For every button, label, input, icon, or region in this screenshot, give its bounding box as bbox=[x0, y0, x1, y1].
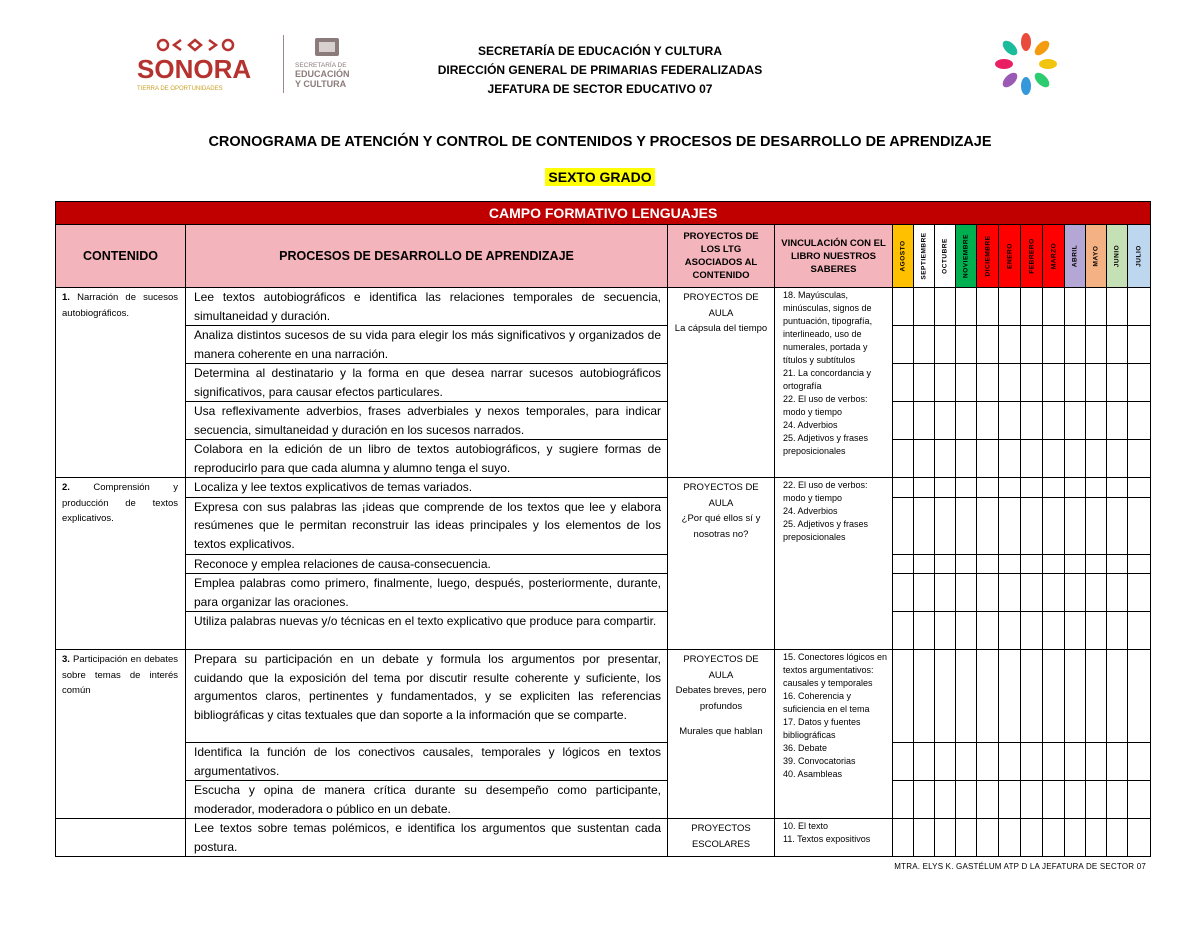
month-check-cell[interactable] bbox=[977, 650, 999, 743]
month-check-cell[interactable] bbox=[935, 612, 956, 650]
vinculacion-item: 22. El uso de verbos: modo y tiempo bbox=[783, 480, 868, 503]
vinculacion-item: 10. El texto bbox=[783, 821, 829, 831]
month-check-cell[interactable] bbox=[1086, 497, 1107, 554]
month-check-cell[interactable] bbox=[1107, 554, 1128, 574]
month-check-cell[interactable] bbox=[956, 478, 977, 498]
month-check-cell[interactable] bbox=[1128, 288, 1151, 326]
vinculacion-cell bbox=[775, 288, 893, 478]
month-check-cell[interactable] bbox=[893, 554, 914, 574]
month-label: ENERO bbox=[1006, 243, 1013, 269]
month-check-cell[interactable] bbox=[1107, 288, 1128, 326]
month-check-cell[interactable] bbox=[977, 402, 999, 440]
month-check-cell[interactable] bbox=[1065, 402, 1086, 440]
secretaria-line2: EDUCACIÓN bbox=[295, 69, 350, 79]
month-check-cell[interactable] bbox=[956, 781, 977, 819]
month-check-cell[interactable] bbox=[1086, 574, 1107, 612]
month-check-cell[interactable] bbox=[893, 440, 914, 478]
month-check-cell[interactable] bbox=[956, 743, 977, 781]
month-check-cell[interactable] bbox=[1021, 288, 1043, 326]
month-check-cell[interactable] bbox=[935, 326, 956, 364]
month-check-cell[interactable] bbox=[1128, 440, 1151, 478]
month-check-cell[interactable] bbox=[1043, 326, 1065, 364]
month-check-cell[interactable] bbox=[1065, 288, 1086, 326]
month-check-cell[interactable] bbox=[956, 497, 977, 554]
month-check-cell[interactable] bbox=[893, 650, 914, 743]
proyecto-cell bbox=[668, 478, 775, 650]
proceso-cell: Lee textos autobiográficos e identifica las relaciones temporales de secuencia, simultaneidad y duración. bbox=[186, 288, 668, 326]
month-check-cell[interactable] bbox=[893, 288, 914, 326]
month-check-cell[interactable] bbox=[999, 402, 1021, 440]
contenido-text: Participación en debates sobre temas de interés común bbox=[62, 654, 179, 696]
month-check-cell[interactable] bbox=[893, 743, 914, 781]
proyecto-line: PROYECTOS DE AULA bbox=[683, 292, 759, 319]
month-check-cell[interactable] bbox=[935, 650, 956, 743]
month-check-cell[interactable] bbox=[893, 819, 914, 857]
month-check-cell[interactable] bbox=[914, 497, 935, 554]
proceso-cell: Reconoce y emplea relaciones de causa-consecuencia. bbox=[186, 554, 668, 574]
vinculacion-item: 11. Textos expositivos bbox=[783, 834, 871, 844]
month-check-cell[interactable] bbox=[977, 554, 999, 574]
month-check-cell[interactable] bbox=[893, 781, 914, 819]
month-label: MARZO bbox=[1050, 242, 1057, 270]
vinculacion-item: 25. Adjetivos y frases preposicionales bbox=[783, 519, 869, 542]
month-check-cell[interactable] bbox=[956, 326, 977, 364]
month-header bbox=[914, 225, 935, 288]
month-check-cell[interactable] bbox=[914, 326, 935, 364]
vinculacion-item: 16. Coherencia y suficiencia en el tema bbox=[783, 691, 870, 714]
month-check-cell[interactable] bbox=[1065, 819, 1086, 857]
process-row bbox=[56, 402, 1151, 440]
month-check-cell[interactable] bbox=[935, 781, 956, 819]
proyecto-cell bbox=[668, 650, 775, 819]
month-check-cell[interactable] bbox=[935, 574, 956, 612]
contenido-text: Comprensión y producción de textos explicativos. bbox=[62, 482, 178, 524]
proceso-cell: Escucha y opina de manera crítica durante su desempeño como participante, moderador, moderadora o público en un debate. bbox=[186, 781, 668, 819]
header-line-1: SECRETARÍA DE EDUCACIÓN Y CULTURA bbox=[477, 44, 722, 58]
month-check-cell[interactable] bbox=[999, 650, 1021, 743]
month-check-cell[interactable] bbox=[1107, 364, 1128, 402]
month-check-cell[interactable] bbox=[1065, 650, 1086, 743]
month-header bbox=[1021, 225, 1043, 288]
header-line-3: JEFATURA DE SECTOR EDUCATIVO 07 bbox=[487, 82, 713, 96]
contenido-cell bbox=[56, 650, 186, 819]
month-check-cell[interactable] bbox=[893, 497, 914, 554]
month-check-cell[interactable] bbox=[914, 650, 935, 743]
month-check-cell[interactable] bbox=[1086, 612, 1107, 650]
month-label: FEBRERO bbox=[1028, 238, 1035, 274]
month-check-cell[interactable] bbox=[1021, 743, 1043, 781]
month-check-cell[interactable] bbox=[893, 574, 914, 612]
month-check-cell[interactable] bbox=[1043, 554, 1065, 574]
month-header bbox=[1128, 225, 1151, 288]
month-check-cell[interactable] bbox=[1128, 402, 1151, 440]
month-header bbox=[1086, 225, 1107, 288]
proyecto-line: PROYECTOS DE AULA bbox=[683, 482, 759, 509]
institution-header bbox=[0, 42, 1200, 99]
contenido-number: 2. bbox=[62, 482, 70, 493]
month-check-cell[interactable] bbox=[1021, 554, 1043, 574]
vinculacion-item: 22. El uso de verbos: modo y tiempo bbox=[783, 394, 868, 417]
process-row bbox=[56, 554, 1151, 574]
month-check-cell[interactable] bbox=[893, 478, 914, 498]
month-check-cell[interactable] bbox=[956, 650, 977, 743]
month-check-cell[interactable] bbox=[1065, 612, 1086, 650]
month-check-cell[interactable] bbox=[956, 402, 977, 440]
month-header bbox=[956, 225, 977, 288]
header-line-2: DIRECCIÓN GENERAL DE PRIMARIAS FEDERALIZADAS bbox=[437, 63, 763, 77]
month-label: JUNIO bbox=[1113, 244, 1121, 268]
month-label: OCTUBRE bbox=[941, 238, 949, 274]
col-contenido: CONTENIDO bbox=[56, 225, 186, 288]
month-header bbox=[1065, 225, 1086, 288]
month-check-cell[interactable] bbox=[1128, 554, 1151, 574]
month-check-cell[interactable] bbox=[935, 554, 956, 574]
month-check-cell[interactable] bbox=[1107, 402, 1128, 440]
month-label: NOVIEMBRE bbox=[962, 234, 970, 278]
proceso-cell: Identifica la función de los conectivos causales, temporales y lógicos en textos argumentativos. bbox=[186, 743, 668, 781]
month-check-cell[interactable] bbox=[935, 440, 956, 478]
month-check-cell[interactable] bbox=[1021, 650, 1043, 743]
month-check-cell[interactable] bbox=[1107, 781, 1128, 819]
secretaria-line3: Y CULTURA bbox=[295, 79, 347, 89]
month-check-cell[interactable] bbox=[1107, 497, 1128, 554]
month-check-cell[interactable] bbox=[1107, 819, 1128, 857]
footer-credit: MTRA. ELYS K. GASTÉLUM ATP D LA JEFATURA DE SECTOR 07 bbox=[894, 862, 1146, 871]
month-label: ABRIL bbox=[1071, 244, 1079, 268]
proceso-cell: Prepara su participación en un debate y formula los argumentos por presentar, cuidando que la exposición del tema por discutir resulte coherente y suficiente, los argumentos claros, pertinentes y fundamentados, y se expliciten las referencias bibliográficas y citas textuales que dan soporte a la información que se comparte. bbox=[186, 650, 668, 743]
month-check-cell[interactable] bbox=[1021, 497, 1043, 554]
month-check-cell[interactable] bbox=[1021, 440, 1043, 478]
proyecto-line: La cápsula del tiempo bbox=[674, 323, 768, 334]
proyecto-line: ¿Por qué ellos sí y nosotras no? bbox=[681, 513, 761, 540]
process-row bbox=[56, 497, 1151, 554]
month-check-cell[interactable] bbox=[1065, 781, 1086, 819]
month-check-cell[interactable] bbox=[935, 819, 956, 857]
secretaria-line1: SECRETARÍA DE bbox=[295, 62, 347, 69]
vinculacion-item: 24. Adverbios bbox=[783, 420, 838, 430]
month-check-cell[interactable] bbox=[1043, 650, 1065, 743]
month-check-cell[interactable] bbox=[1021, 781, 1043, 819]
month-check-cell[interactable] bbox=[999, 326, 1021, 364]
month-check-cell[interactable] bbox=[956, 440, 977, 478]
month-check-cell[interactable] bbox=[1107, 650, 1128, 743]
month-check-cell[interactable] bbox=[935, 743, 956, 781]
month-check-cell[interactable] bbox=[1021, 478, 1043, 498]
process-row bbox=[56, 288, 1151, 326]
month-check-cell[interactable] bbox=[1086, 819, 1107, 857]
process-row bbox=[56, 364, 1151, 402]
month-check-cell[interactable] bbox=[935, 402, 956, 440]
month-check-cell[interactable] bbox=[956, 554, 977, 574]
month-header bbox=[977, 225, 999, 288]
vinculacion-item: 25. Adjetivos y frases preposicionales bbox=[783, 433, 869, 456]
month-check-cell[interactable] bbox=[1086, 364, 1107, 402]
month-check-cell[interactable] bbox=[1021, 326, 1043, 364]
process-row bbox=[56, 781, 1151, 819]
month-check-cell[interactable] bbox=[893, 612, 914, 650]
month-check-cell[interactable] bbox=[914, 781, 935, 819]
month-check-cell[interactable] bbox=[999, 497, 1021, 554]
process-row bbox=[56, 650, 1151, 743]
proceso-cell: Determina al destinatario y la forma en que desea narrar sucesos autobiográficos significativos, para causar efectos particulares. bbox=[186, 364, 668, 402]
month-check-cell[interactable] bbox=[1107, 743, 1128, 781]
month-check-cell[interactable] bbox=[914, 819, 935, 857]
vinculacion-cell bbox=[775, 819, 893, 857]
month-check-cell[interactable] bbox=[999, 819, 1021, 857]
month-check-cell[interactable] bbox=[999, 743, 1021, 781]
month-check-cell[interactable] bbox=[1043, 743, 1065, 781]
month-check-cell[interactable] bbox=[999, 612, 1021, 650]
month-check-cell[interactable] bbox=[999, 574, 1021, 612]
col-procesos: PROCESOS DE DESARROLLO DE APRENDIZAJE bbox=[186, 225, 668, 288]
month-check-cell[interactable] bbox=[1043, 819, 1065, 857]
month-check-cell[interactable] bbox=[914, 440, 935, 478]
process-row bbox=[56, 612, 1151, 650]
month-check-cell[interactable] bbox=[914, 478, 935, 498]
grade-wrapper bbox=[0, 168, 1200, 187]
month-header bbox=[893, 225, 914, 288]
month-check-cell[interactable] bbox=[1043, 402, 1065, 440]
month-check-cell[interactable] bbox=[914, 402, 935, 440]
campo-title: CAMPO FORMATIVO LENGUAJES bbox=[56, 202, 1151, 225]
month-check-cell[interactable] bbox=[1043, 478, 1065, 498]
proceso-cell: Emplea palabras como primero, finalmente, luego, después, posteriormente, durante, para organizar las oraciones. bbox=[186, 574, 668, 612]
month-check-cell[interactable] bbox=[1065, 574, 1086, 612]
month-check-cell[interactable] bbox=[893, 402, 914, 440]
vinculacion-cell bbox=[775, 650, 893, 819]
month-label: DICIEMBRE bbox=[984, 235, 991, 277]
contenido-cell bbox=[56, 819, 186, 857]
month-check-cell[interactable] bbox=[1021, 819, 1043, 857]
contenido-cell bbox=[56, 288, 186, 478]
campo-row bbox=[56, 202, 1151, 225]
month-check-cell[interactable] bbox=[977, 574, 999, 612]
month-check-cell[interactable] bbox=[977, 440, 999, 478]
vinculacion-item: 18. Mayúsculas, minúsculas, signos de puntuación, tipografía, interlineado, uso de numerales, portada y títulos y subtítulos bbox=[783, 290, 873, 365]
month-check-cell[interactable] bbox=[977, 288, 999, 326]
month-check-cell[interactable] bbox=[1128, 781, 1151, 819]
month-check-cell[interactable] bbox=[999, 364, 1021, 402]
month-check-cell[interactable] bbox=[1128, 326, 1151, 364]
month-check-cell[interactable] bbox=[1128, 497, 1151, 554]
month-check-cell[interactable] bbox=[893, 364, 914, 402]
proyecto-line: Debates breves, pero profundos bbox=[675, 685, 767, 712]
month-check-cell[interactable] bbox=[977, 743, 999, 781]
month-check-cell[interactable] bbox=[914, 743, 935, 781]
month-check-cell[interactable] bbox=[1107, 612, 1128, 650]
month-check-cell[interactable] bbox=[1128, 650, 1151, 743]
proyecto-line: PROYECTOS ESCOLARES bbox=[691, 823, 751, 850]
month-check-cell[interactable] bbox=[1128, 478, 1151, 498]
grade-label: SEXTO GRADO bbox=[545, 168, 654, 186]
proceso-cell: Expresa con sus palabras las ¡ideas que comprende de los textos que lee y elabora resúmenes que le permitan reconstruir las ideas principales y los elementos de los textos explicativos. bbox=[186, 497, 668, 554]
month-check-cell[interactable] bbox=[999, 781, 1021, 819]
month-check-cell[interactable] bbox=[1043, 781, 1065, 819]
proyecto-cell bbox=[668, 819, 775, 857]
month-label: MAYO bbox=[1092, 245, 1100, 267]
month-check-cell[interactable] bbox=[1128, 819, 1151, 857]
month-check-cell[interactable] bbox=[935, 497, 956, 554]
vinculacion-item: 40. Asambleas bbox=[783, 769, 843, 779]
proceso-cell: Utiliza palabras nuevas y/o técnicas en el texto explicativo que produce para compartir. bbox=[186, 612, 668, 650]
contenido-number: 1. bbox=[62, 292, 70, 303]
month-check-cell[interactable] bbox=[1043, 497, 1065, 554]
month-header bbox=[1107, 225, 1128, 288]
proceso-cell: Localiza y lee textos explicativos de temas variados. bbox=[186, 478, 668, 498]
month-check-cell[interactable] bbox=[1065, 440, 1086, 478]
month-check-cell[interactable] bbox=[1065, 478, 1086, 498]
month-check-cell[interactable] bbox=[893, 326, 914, 364]
proceso-cell: Analiza distintos sucesos de su vida para elegir los más significativos y organizados de manera coherente en una narración. bbox=[186, 326, 668, 364]
month-check-cell[interactable] bbox=[1043, 364, 1065, 402]
column-header-row bbox=[56, 225, 1151, 288]
month-header bbox=[1043, 225, 1065, 288]
month-check-cell[interactable] bbox=[1043, 440, 1065, 478]
vinculacion-item: 21. La concordancia y ortografía bbox=[783, 368, 872, 391]
month-check-cell[interactable] bbox=[977, 819, 999, 857]
month-check-cell[interactable] bbox=[999, 554, 1021, 574]
proyecto-cell bbox=[668, 288, 775, 478]
month-check-cell[interactable] bbox=[1021, 402, 1043, 440]
proceso-cell: Usa reflexivamente adverbios, frases adverbiales y nexos temporales, para indicar secuencia, simultaneidad y duración en los sucesos narrados. bbox=[186, 402, 668, 440]
month-check-cell[interactable] bbox=[1107, 574, 1128, 612]
process-row bbox=[56, 819, 1151, 857]
month-check-cell[interactable] bbox=[1086, 326, 1107, 364]
month-check-cell[interactable] bbox=[935, 364, 956, 402]
month-check-cell[interactable] bbox=[956, 612, 977, 650]
month-check-cell[interactable] bbox=[956, 574, 977, 612]
month-check-cell[interactable] bbox=[1128, 743, 1151, 781]
vinculacion-cell bbox=[775, 478, 893, 650]
month-check-cell[interactable] bbox=[977, 478, 999, 498]
col-proyectos: PROYECTOS DE LOS LTG ASOCIADOS AL CONTENIDO bbox=[668, 225, 775, 288]
month-check-cell[interactable] bbox=[914, 574, 935, 612]
month-check-cell[interactable] bbox=[1043, 612, 1065, 650]
proceso-cell: Colabora en la edición de un libro de textos autobiográficos, y sugiere formas de reproducirlo para que cada alumna y alumno tenga el suyo. bbox=[186, 440, 668, 478]
month-label: JULIO bbox=[1135, 245, 1143, 267]
proceso-cell: Lee textos sobre temas polémicos, e identifica los argumentos que sustentan cada postura. bbox=[186, 819, 668, 857]
month-check-cell[interactable] bbox=[1065, 554, 1086, 574]
month-header bbox=[935, 225, 956, 288]
contenido-cell bbox=[56, 478, 186, 650]
month-check-cell[interactable] bbox=[1065, 326, 1086, 364]
month-check-cell[interactable] bbox=[1065, 497, 1086, 554]
month-check-cell[interactable] bbox=[999, 478, 1021, 498]
month-check-cell[interactable] bbox=[1086, 650, 1107, 743]
document-title: CRONOGRAMA DE ATENCIÓN Y CONTROL DE CONTENIDOS Y PROCESOS DE DESARROLLO DE APRENDIZAJE bbox=[208, 134, 992, 150]
month-check-cell[interactable] bbox=[1021, 612, 1043, 650]
process-row bbox=[56, 478, 1151, 498]
process-row bbox=[56, 574, 1151, 612]
month-check-cell[interactable] bbox=[1043, 288, 1065, 326]
contenido-text: Narración de sucesos autobiográficos. bbox=[62, 292, 178, 319]
month-check-cell[interactable] bbox=[999, 288, 1021, 326]
month-check-cell[interactable] bbox=[1128, 364, 1151, 402]
month-check-cell[interactable] bbox=[1086, 554, 1107, 574]
month-header bbox=[999, 225, 1021, 288]
vinculacion-item: 39. Convocatorias bbox=[783, 756, 856, 766]
month-check-cell[interactable] bbox=[1107, 326, 1128, 364]
month-check-cell[interactable] bbox=[935, 288, 956, 326]
process-row bbox=[56, 326, 1151, 364]
month-check-cell[interactable] bbox=[914, 612, 935, 650]
month-check-cell[interactable] bbox=[999, 440, 1021, 478]
proyecto-line: Murales que hablan bbox=[679, 726, 763, 737]
month-check-cell[interactable] bbox=[914, 554, 935, 574]
month-check-cell[interactable] bbox=[977, 326, 999, 364]
sonora-tagline: TIERRA DE OPORTUNIDADES bbox=[137, 86, 223, 92]
month-check-cell[interactable] bbox=[914, 364, 935, 402]
sonora-wordmark: SONORA bbox=[137, 54, 252, 84]
month-check-cell[interactable] bbox=[1107, 440, 1128, 478]
month-check-cell[interactable] bbox=[1021, 364, 1043, 402]
month-check-cell[interactable] bbox=[1043, 574, 1065, 612]
month-check-cell[interactable] bbox=[1065, 364, 1086, 402]
month-check-cell[interactable] bbox=[1086, 402, 1107, 440]
month-check-cell[interactable] bbox=[1086, 288, 1107, 326]
contenido-number: 3. bbox=[62, 654, 70, 665]
process-row bbox=[56, 743, 1151, 781]
month-check-cell[interactable] bbox=[1128, 574, 1151, 612]
month-check-cell[interactable] bbox=[935, 478, 956, 498]
month-check-cell[interactable] bbox=[977, 364, 999, 402]
col-vinculacion: VINCULACIÓN CON EL LIBRO NUESTROS SABERES bbox=[775, 225, 893, 288]
month-check-cell[interactable] bbox=[1065, 743, 1086, 781]
process-row bbox=[56, 440, 1151, 478]
vinculacion-item: 24. Adverbios bbox=[783, 506, 838, 516]
month-check-cell[interactable] bbox=[914, 288, 935, 326]
month-check-cell[interactable] bbox=[956, 819, 977, 857]
schedule-table bbox=[55, 201, 1151, 857]
proyecto-line: PROYECTOS DE AULA bbox=[683, 654, 759, 681]
vinculacion-item: 17. Datos y fuentes bibliográficas bbox=[783, 717, 861, 740]
month-check-cell[interactable] bbox=[1107, 478, 1128, 498]
month-check-cell[interactable] bbox=[977, 781, 999, 819]
month-label: AGOSTO bbox=[899, 240, 907, 272]
month-check-cell[interactable] bbox=[1086, 478, 1107, 498]
month-check-cell[interactable] bbox=[1128, 612, 1151, 650]
month-check-cell[interactable] bbox=[956, 364, 977, 402]
month-check-cell[interactable] bbox=[1086, 440, 1107, 478]
month-check-cell[interactable] bbox=[977, 497, 999, 554]
month-check-cell[interactable] bbox=[1086, 781, 1107, 819]
vinculacion-item: 36. Debate bbox=[783, 743, 828, 753]
proyecto-line bbox=[672, 714, 770, 724]
month-check-cell[interactable] bbox=[977, 612, 999, 650]
vinculacion-item: 15. Conectores lógicos en textos argumentativos: causales y temporales bbox=[783, 652, 888, 688]
month-label: SEPTIEMBRE bbox=[920, 232, 928, 280]
month-check-cell[interactable] bbox=[956, 288, 977, 326]
month-check-cell[interactable] bbox=[1086, 743, 1107, 781]
month-check-cell[interactable] bbox=[1021, 574, 1043, 612]
